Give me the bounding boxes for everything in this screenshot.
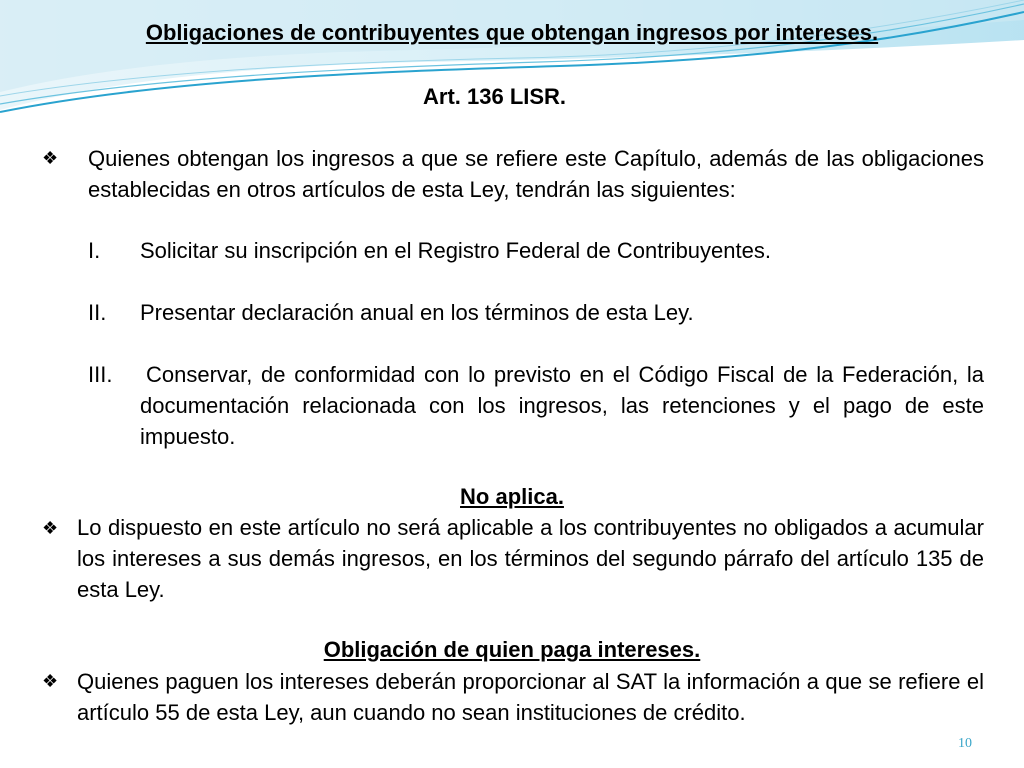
bullet-diamond-icon: ❖: [42, 671, 59, 691]
item-text-i: Solicitar su inscripción en el Registro Federal de Contribuyentes.: [140, 238, 771, 263]
bullet-diamond-icon: ❖: [42, 518, 59, 538]
slide-title: Obligaciones de contribuyentes que obtengan ingresos por intereses.: [145, 20, 879, 45]
bullet-paragraph-obligations: Quienes obtengan los ingresos a que se refiere este Capítulo, además de las obligaciones establecidas en otros artículos de esta Ley, tendrán las siguientes:: [88, 146, 984, 202]
item-text-iii: Conservar, de conformidad con lo previsto en el Código Fiscal de la Federación, la documentación relacionada con los ingresos, las retenciones y el pago de este impuesto.: [140, 362, 984, 449]
item-number-i: I.: [88, 238, 101, 263]
bullet-paragraph-no-aplica: Lo dispuesto en este artículo no será aplicable a los contribuyentes no obligados a acumular los intereses a sus demás ingresos, en los términos del segundo párrafo del artículo 135 de esta Ley.: [77, 515, 984, 602]
page-number: 10: [958, 736, 972, 751]
heading-obligacion-paga-intereses: Obligación de quien paga intereses.: [323, 637, 701, 662]
bullet-paragraph-paga-intereses: Quienes paguen los intereses deberán proporcionar al SAT la información a que se refiere el artículo 55 de esta Ley, aun cuando no sean instituciones de crédito.: [77, 669, 984, 725]
item-number-ii: II.: [88, 300, 107, 325]
item-number-iii: III.: [88, 362, 113, 387]
bullet-diamond-icon: ❖: [42, 148, 59, 168]
heading-no-aplica: No aplica.: [460, 484, 564, 509]
article-reference: Art. 136 LISR.: [423, 84, 567, 109]
item-text-ii: Presentar declaración anual en los términos de esta Ley.: [140, 300, 694, 325]
